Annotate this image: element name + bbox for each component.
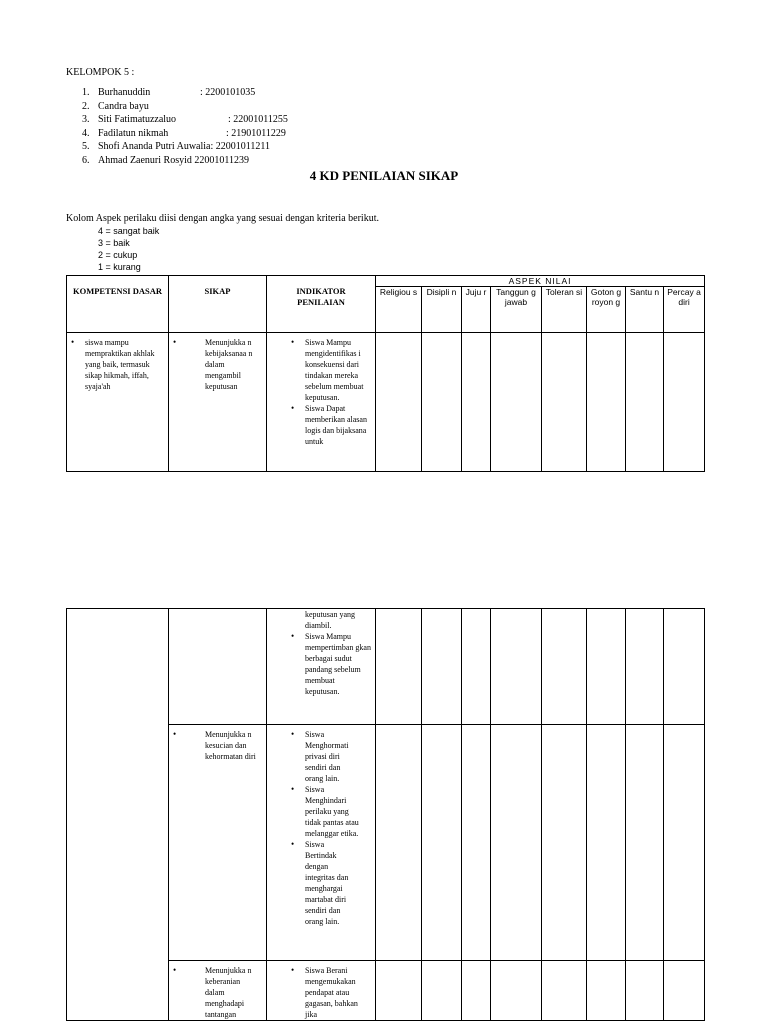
score-cell[interactable]: [462, 725, 491, 961]
score-cell[interactable]: [422, 609, 462, 725]
member-name: Fadilatun nikmah: [98, 127, 169, 139]
score-cell[interactable]: [491, 609, 542, 725]
indikator-item: • Siswa Mampu mempertimban gkan berbagai sudut pandang sebelum membuat keputusan.: [287, 631, 375, 697]
indikator-item: • Siswa Mampu mengidentifikas i konsekuensi dari tindakan mereka sebelum membuat keputusan.: [287, 337, 375, 403]
header-indikator: INDIKATOR PENILAIAN: [267, 276, 376, 333]
member-name: Shofi Ananda Putri Auwalia: 22001011211: [98, 141, 271, 152]
aspect-religius: Religiou s: [376, 287, 422, 333]
aspect-santun: Santu n: [626, 287, 664, 333]
score-cell[interactable]: [376, 725, 422, 961]
score-cell[interactable]: [462, 961, 491, 1021]
score-cell[interactable]: [587, 333, 626, 472]
member-list: [66, 86, 366, 167]
score-cell[interactable]: [626, 725, 664, 961]
score-cell[interactable]: [542, 725, 587, 961]
indikator-item: • Siswa Dapat memberikan alasan logis dan bijaksana untuk: [287, 403, 375, 447]
member-item: [66, 127, 366, 141]
sikap-item: • Menunjukka n kesucian dan kehormatan diri: [169, 729, 266, 762]
table-row: [67, 333, 705, 472]
score-cell[interactable]: [587, 725, 626, 961]
score-cell[interactable]: [491, 333, 542, 472]
indikator-item: • Siswa Menghindari perilaku yang tidak pantas atau melanggar etika.: [287, 784, 375, 839]
cell-sikap: [169, 725, 267, 961]
cell-sikap: [169, 961, 267, 1021]
score-cell[interactable]: [587, 961, 626, 1021]
aspect-gotong-royong: Goton g royon g: [587, 287, 626, 333]
member-name: Burhanuddin: [98, 87, 151, 98]
cell-kd: [67, 333, 169, 472]
instruction-text: Kolom Aspek perilaku diisi dengan angka yang sesuai dengan kriteria berikut.: [66, 213, 379, 224]
cell-indikator: [267, 609, 376, 725]
score-cell[interactable]: [664, 333, 705, 472]
assessment-table-page2: [66, 608, 705, 1021]
member-number: 5.: [82, 141, 90, 152]
score-cell[interactable]: [664, 725, 705, 961]
score-cell[interactable]: [491, 961, 542, 1021]
score-cell[interactable]: [626, 609, 664, 725]
member-number: 3.: [82, 114, 90, 125]
page-title: 4 KD PENILAIAN SIKAP: [309, 168, 459, 183]
aspect-percaya-diri: Percay a diri: [664, 287, 705, 333]
criteria-item: 3 = baik: [98, 238, 130, 248]
indikator-item: • Siswa Menghormati privasi diri sendiri dan orang lain.: [287, 729, 375, 784]
member-number: 1.: [82, 87, 90, 98]
score-cell[interactable]: [664, 961, 705, 1021]
criteria-item: 2 = cukup: [98, 250, 138, 260]
cell-sikap: [169, 609, 267, 725]
assessment-table-page1: [66, 275, 705, 472]
header-aspek-nilai: ASPEK NILAI: [376, 276, 705, 287]
score-cell[interactable]: [491, 725, 542, 961]
criteria-item: 1 = kurang: [98, 262, 141, 272]
member-item: [66, 140, 366, 154]
member-item: [66, 86, 366, 100]
aspect-toleransi: Toleran si: [542, 287, 587, 333]
cell-indikator: [267, 961, 376, 1021]
cell-indikator: [267, 333, 376, 472]
indikator-item: • Siswa Bertindak dengan integritas dan menghargai martabat diri sendiri dan orang lain.: [287, 839, 375, 927]
criteria-list: [98, 225, 159, 273]
indikator-item: • Siswa Berani mengemukakan pendapat atau gagasan, bahkan jika: [287, 965, 375, 1020]
header-kd: KOMPETENSI DASAR: [67, 276, 169, 333]
member-name: Siti Fatimatuzzaluo: [98, 114, 177, 125]
score-cell[interactable]: [626, 961, 664, 1021]
criteria-item: 4 = sangat baik: [98, 226, 160, 236]
cell-indikator: [267, 725, 376, 961]
member-item: [66, 100, 366, 114]
score-cell[interactable]: [422, 961, 462, 1021]
aspect-jujur: Juju r: [462, 287, 491, 333]
cell-kd: [67, 609, 169, 1021]
aspect-tanggung-jawab: Tanggun g jawab: [491, 287, 542, 333]
score-cell[interactable]: [542, 961, 587, 1021]
kd-item: • siswa mampu mempraktikan akhlak yang baik, termasuk sikap hikmah, iffah, syaja'ah: [67, 337, 168, 392]
score-cell[interactable]: [462, 609, 491, 725]
member-nim: : 21901011229: [226, 127, 286, 139]
score-cell[interactable]: [422, 333, 462, 472]
score-cell[interactable]: [376, 333, 422, 472]
group-label: KELOMPOK 5 :: [66, 67, 135, 78]
header-sikap: SIKAP: [169, 276, 267, 333]
member-nim: : 22001011255: [228, 114, 288, 125]
aspect-disiplin: Disipli n: [422, 287, 462, 333]
score-cell[interactable]: [542, 333, 587, 472]
member-name: Ahmad Zaenuri Rosyid 22001011239: [98, 154, 250, 166]
member-number: 2.: [82, 100, 90, 112]
member-item: [66, 113, 366, 127]
sikap-item: • Menunjukka n kebijaksanaa n dalam mengambil keputusan: [169, 337, 266, 392]
member-number: 4.: [82, 127, 90, 139]
score-cell[interactable]: [587, 609, 626, 725]
table-row: [67, 609, 705, 725]
score-cell[interactable]: [542, 609, 587, 725]
score-cell[interactable]: [422, 725, 462, 961]
indikator-continued: keputusan yang diambil.: [305, 610, 355, 630]
member-nim: : 2200101035: [200, 87, 256, 98]
cell-sikap: [169, 333, 267, 472]
score-cell[interactable]: [664, 609, 705, 725]
member-name: Candra bayu: [98, 100, 149, 112]
member-item: [66, 154, 366, 168]
member-number: 6.: [82, 154, 90, 166]
score-cell[interactable]: [376, 961, 422, 1021]
sikap-item: • Menunjukka n keberanian dalam menghadapi tantangan: [169, 965, 266, 1020]
score-cell[interactable]: [626, 333, 664, 472]
score-cell[interactable]: [376, 609, 422, 725]
score-cell[interactable]: [462, 333, 491, 472]
